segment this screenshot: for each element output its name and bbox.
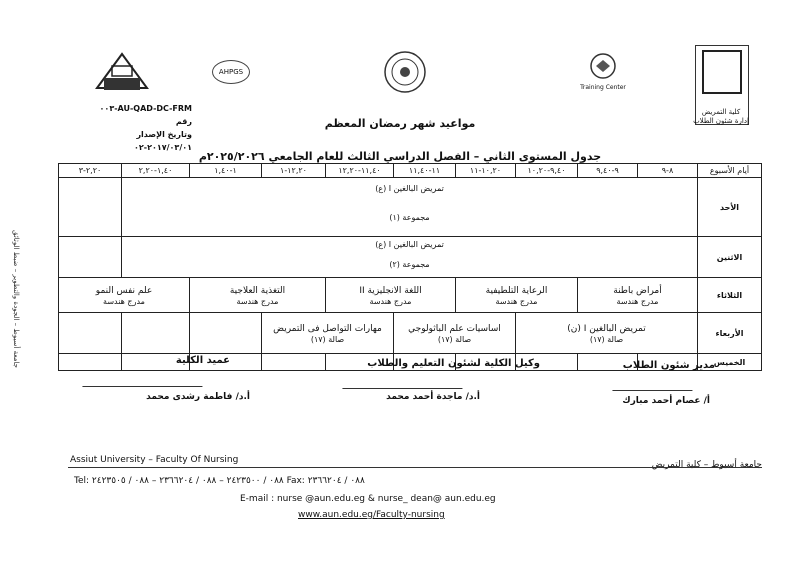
day-sunday: الأحد	[698, 178, 762, 237]
sunday-group: مجموعة (١)	[122, 201, 698, 237]
wednesday-session: مهارات التواصل فى التمريض صالة (١٧)	[262, 313, 394, 354]
time-slot: ٩,٤٠-١٠,٢٠	[516, 164, 578, 178]
signature-mark	[82, 372, 207, 387]
day-monday: الاثنين	[698, 237, 762, 278]
day-thursday: الخميس	[698, 354, 762, 371]
empty-cell	[59, 354, 122, 371]
footer-email: E-mail : nurse @aun.edu.eg & nurse_ dean@ aun.edu.eg	[240, 494, 496, 504]
signature-name-dean: أ.د/ فاطمة رشدى محمد	[146, 392, 250, 402]
tuesday-session: أمراض باطنة مدرج هندسة	[578, 278, 698, 313]
time-slot: ١-١,٤٠	[190, 164, 262, 178]
empty-cell	[262, 354, 326, 371]
empty-cell	[190, 313, 262, 354]
schedule-title: جدول المستوى الثاني – الفصل الدراسي الثالث للعام الجامعي ٢٠٢٥/٢٠٢٦م	[198, 150, 602, 163]
footer-website-link[interactable]: www.aun.edu.eg/Faculty-nursing	[298, 510, 445, 520]
footer-phone: Tel: ٠٨٨ / ٢٤٢٣٥٠٠ – ٠٨٨ / ٢٣٦٦٢٠٤ – ٠٨٨ / ٢٤٢٣٥٠٥ Fax: ٠٨٨ / ٢٣٦٦٢٠٤	[74, 476, 365, 486]
time-slot: ٩-٩,٤٠	[578, 164, 638, 178]
empty-cell	[122, 313, 190, 354]
wednesday-session: اساسيات علم الباثولوجي صالة (١٧)	[394, 313, 516, 354]
time-slot: ٢,٢٠-٣	[59, 164, 122, 178]
signature-name-vice-dean: أ.د/ ماجدة أحمد محمد	[386, 392, 480, 402]
footer-university: Assiut University – Faculty Of Nursing	[70, 455, 239, 465]
signature-name-student-affairs: أ/ عصام أحمد مبارك	[622, 396, 710, 406]
document-code: AU-QAD-DC-FRM-٠٠٣ رقم وتاريخ الإصدار ٢٠١٧/٠٣/٠١-٠٢	[99, 104, 192, 152]
signature-title-dean: عميد الكلية	[175, 355, 230, 366]
sunday-course: تمريض البالغين I (ع)	[122, 178, 698, 201]
signature-mark	[342, 374, 467, 389]
time-slot: ١٢,٢٠-١	[262, 164, 326, 178]
schedule-table	[58, 163, 762, 371]
faculty-label: كلية التمريض إدارة شئون الطلاب	[693, 108, 749, 125]
signature-title-vice-dean: وكيل الكلية لشئون التعليم والطلاب	[367, 358, 540, 369]
day-tuesday: الثلاثاء	[698, 278, 762, 313]
footer-university-arabic: جامعة أسيوط – كلية التمريض	[651, 460, 762, 470]
monday-course: تمريض البالغين I (ع)	[122, 237, 698, 254]
empty-cell	[59, 313, 122, 354]
time-slot: ١١-١١,٤٠	[394, 164, 456, 178]
wednesday-session: تمريض البالغين I (ن) صالة (١٧)	[516, 313, 698, 354]
time-slot: ١,٤٠-٢,٢٠	[122, 164, 190, 178]
time-slot: ٨-٩	[638, 164, 698, 178]
time-slot: ١١,٤٠-١٢,٢٠	[326, 164, 394, 178]
tuesday-session: الرعاية التلطيفية مدرج هندسة	[456, 278, 578, 313]
monday-group: مجموعة (٢)	[122, 254, 698, 278]
time-slot: ١٠,٢٠-١١	[456, 164, 516, 178]
empty-cell	[59, 178, 122, 237]
page-title: مواعيد شهر رمضان المعظم	[324, 117, 476, 130]
footer-divider	[68, 467, 762, 468]
day-wednesday: الأربعاء	[698, 313, 762, 354]
quality-seal	[383, 50, 427, 94]
signature-title-student-affairs: مدير شئون الطلاب	[622, 360, 715, 371]
training-center-logo: Training Center	[578, 52, 628, 90]
university-emblem	[92, 48, 152, 96]
header-day: أيام الأسبوع	[698, 164, 762, 178]
tuesday-session: اللغة الانجليزية II مدرج هندسة	[326, 278, 456, 313]
side-note: جامعة أسيوط – الجودة والتطوير – ضبط الوثائق	[12, 230, 20, 368]
signature-mark	[612, 376, 697, 391]
tuesday-session: علم نفس النمو مدرج هندسة	[59, 278, 190, 313]
tuesday-session: التغذية العلاجية مدرج هندسة	[190, 278, 326, 313]
ahpgs-logo: AHPGS	[212, 60, 250, 84]
empty-cell	[59, 237, 122, 278]
